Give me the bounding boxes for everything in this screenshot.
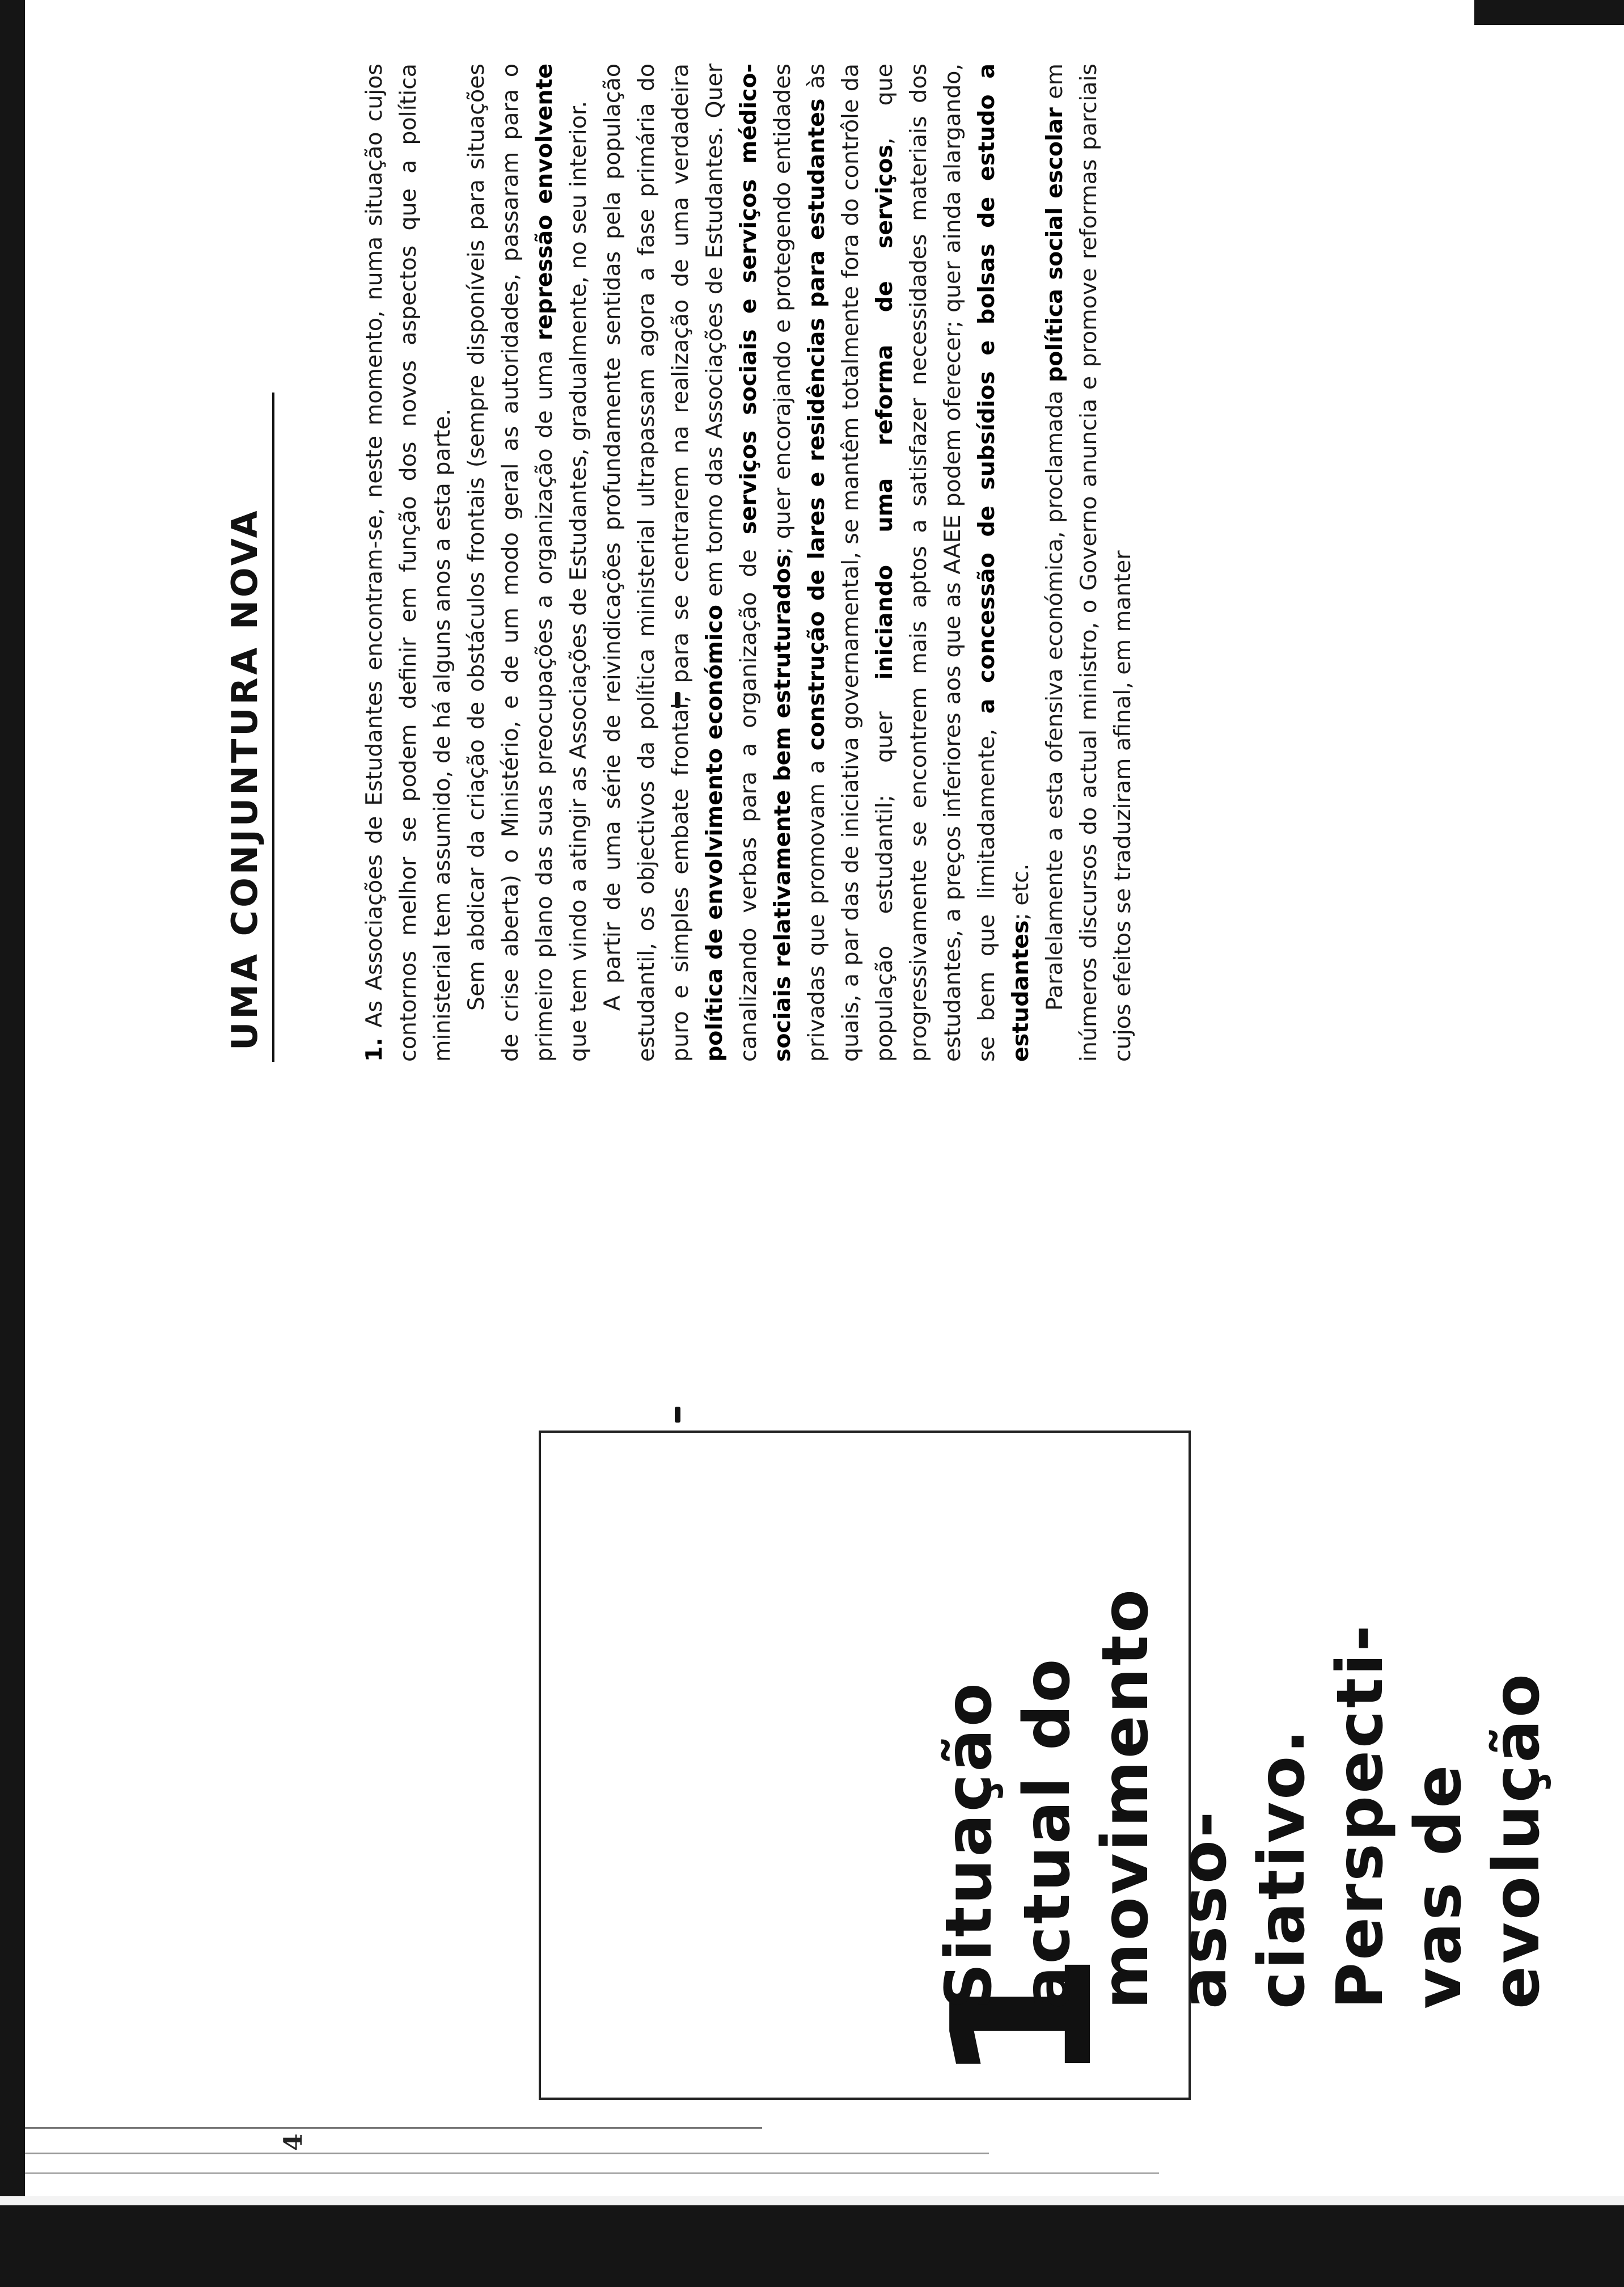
section-title-rule — [272, 393, 274, 1062]
paragraph-text: A partir de uma série de reivindicações profundamente sentidas pela população estudantil, os objectivos da política ministerial ultrapassam agora a fase primária do puro e simples embate frontal, para se centrarem na realização de uma verdadeira — [599, 64, 693, 1062]
body-paragraph — [1038, 64, 1140, 1062]
emphasis-text: política de envolvimento económico — [701, 604, 728, 1062]
page-number: 4 — [279, 2133, 308, 2151]
paragraph-text: às quais, a par das de iniciativa governamental, se mantêm totalmente fora do contrôle da população estudantil; quer — [803, 64, 898, 1062]
chapter-title-line: Situação actual do — [932, 1656, 1084, 2009]
chapter-number: 1 — [911, 1951, 1136, 2086]
body-paragraph — [357, 64, 459, 1062]
paragraph-text: ; quer encorajando e protegendo entidades privadas que promovam a — [769, 64, 830, 1062]
paragraph-text: , que progressivamente se encontrem mais aptos a satisfazer necessidades materiais dos estudantes, a preços inferiores aos que as AAEE podem oferecer; quer ainda alargando, se bem que limitadamente, — [872, 64, 1000, 1062]
body-text — [357, 64, 1140, 1062]
paragraph-text: que tem vindo a atingir as Associações de Estudantes, gradualmente, no seu interior. — [565, 100, 591, 1062]
chapter-title-line: ciativo. Perspecti- — [1245, 1623, 1397, 2009]
emphasis-text: serviços sociais e serviços médico-sociais relativamente bem estruturados — [735, 64, 796, 1062]
chapter-title-line: movimento asso- — [1089, 1587, 1241, 2009]
paragraph-text: Sem abdicar da criação de obstáculos frontais (sempre disponíveis para situações de crise aberta) o Ministério, e de um modo geral as autoridades, passaram para o primeiro plano das suas preocupações a organização de uma — [463, 64, 557, 1062]
emphasis-text: iniciando uma reforma de serviços — [872, 145, 898, 680]
emphasis-text: construção de lares e residências para estudantes — [803, 98, 830, 751]
emphasis-text: a concessão de subsídios e bolsas de estudo a estudantes — [974, 64, 1034, 1062]
section-title: UMA CONJUNTURA NOVA — [224, 508, 265, 1050]
emphasis-text: política social escolar — [1042, 107, 1068, 383]
paragraph-text: Paralelamente a esta ofensiva económica, proclamada — [1042, 382, 1068, 1011]
body-paragraph — [459, 64, 595, 1062]
chapter-title-line: vas de evolução — [1402, 1672, 1554, 2009]
emphasis-text: repressão envolvente — [531, 64, 557, 341]
paragraph-text: em torno das Associações de Estudantes. Quer canalizando verbas para a organização de — [701, 64, 762, 1062]
body-paragraph — [595, 64, 1038, 1062]
paragraph-text: em inúmeros discursos do actual ministro, o Governo anuncia e promove reformas parciais cujos efeitos se traduziram afinal, em manter — [1042, 64, 1136, 1062]
chapter-title — [930, 1465, 1556, 2009]
emphasis-text: 1. — [361, 1037, 387, 1062]
paragraph-text: As Associações de Estudantes encontram-se, neste momento, numa situação cujos contornos melhor se podem definir em função dos novos aspectos que a política ministerial tem assumido, de há alguns anos a esta parte. — [361, 64, 455, 1062]
paragraph-text: ; etc. — [1008, 863, 1034, 921]
